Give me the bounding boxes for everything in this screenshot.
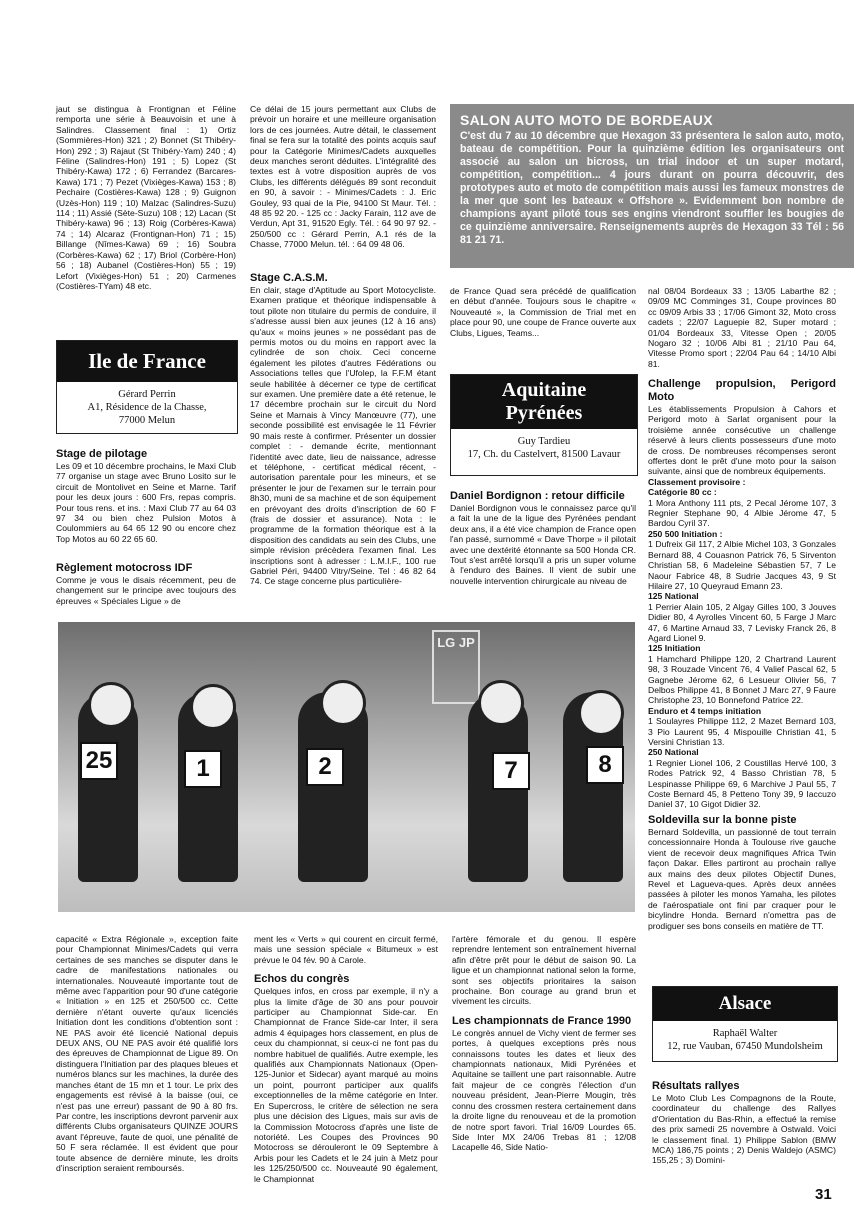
classement-category-results: 1 Regnier Lionel 106, 2 Coustillas Hervé 100, 3 Rodes Patrick 92, 4 Basso Christian 78, 5 Lespinasse Philippe 69, 6 Marchive J Paul 55, 7 Coste Bernard 45, 8 Petteno Tony 39, 9 Iaccuzo Daniel 37, 10 Gigot Didier 32. — [648, 757, 836, 810]
bordignon-article: Daniel Bordignon : retour difficile Daniel Bordignon vous le connaissez parce qu'il a fait la une de la ligue des Pyrénées pendant deux ans, il a été vice champion de France open l'an passé, surnommé « Dave Thorpe » il pilotait avec une dextérité étonnante sa 500 Honda CR. Tout s'est arrêté lorsqu'il a pris un super volume à l'enduro des Baines. Il vient de subir une nouvelle intervention chirurgicale au niveau de — [450, 490, 636, 586]
race-number-plate: 8 — [586, 746, 624, 784]
classement-category-results: 1 Hamchard Philippe 120, 2 Chartrand Laurent 98, 3 Rouzade Vincent 76, 4 Valief Pascal 62, 5 Gagnebe Jérome 62, 6 Lesueur Olivier 56, 7 Delbos Philippe 41, 8 Bonnet J Marc 27, 9 Faure Christophe 23, 10 Bonnefond Patrice 22. — [648, 653, 836, 706]
rider-helmet — [190, 684, 236, 730]
col2-bottom-text: ment les « Verts » qui courent en circuit fermé, mais une session spéciale « Bitumeux » est prévue le 04 fév. 90 à Carole. Echos du congrès Quelques infos, en cross par exemple, il n'y a plus la limite d'âge de 30 ans pour pouvoir participer au Championnat Side-car. En Championnat de France Side-car Inter, il sera admis 4 équipages hors classement, en plus de ceux du championnat, si ceux-ci ne font pas du nombre habituel de qualifiés. Autre exemple, les qualifiés aux Championnats Nationaux (Open-125-Junior et Sidecar) ayant marqué au moins un point, pourront participer aux qualifs exceptionnelles de la même catégorie en Inter. En Supercross, le critère de sélection ne sera plus une décision des Ligues, mais sur avis de la Commission Motocross d'après une liste de notoriété. Les Coupes des Provinces 90 Motocross se dérouleront le 09 Septembre à Arbis pour les Cadets et le 24 juin à Metz pour les 125/250/500 cc. Nouveauté 90 également, le Championnat — [254, 934, 438, 1184]
challenge-heading: Challenge propulsion, Perigord Moto — [648, 378, 836, 403]
col4-top-text: nal 08/04 Bordeaux 33 ; 13/05 Labarthe 82 ; 09/09 MC Comminges 31, Coupe provinces 80 cc 09/09 Arbis 33 ; 17/06 Gimont 32, Moto cross cadets ; 22/07 Laguepie 82, Super motard ; 01/04 Bordeaux 33, Vitesse Open ; 20/05 Nogaro 32 ; 10/06 Albi 81 ; 21/10 Pau 64, Vitesse Promo sport ; 22/04 Pau 64 ; 14/10 Albi 81. — [648, 286, 836, 369]
page-number: 31 — [815, 1186, 832, 1203]
stage-pilotage-heading: Stage de pilotage — [56, 448, 148, 460]
classement-category-heading: Enduro et 4 temps initiation — [648, 705, 762, 716]
reglement-article: Règlement motocross IDF Comme je vous le disais récemment, peu de changement sur le principe avec toujours des épreuves « Spéciales Ligue » de — [56, 562, 236, 606]
rider-helmet — [320, 680, 366, 726]
rider-helmet — [478, 680, 524, 726]
classement-category-heading: 125 Initiation — [648, 643, 701, 654]
classement-category-heading: 250 National — [648, 747, 699, 758]
rider-helmet — [88, 682, 134, 728]
salon-title: SALON AUTO MOTO DE BORDEAUX — [460, 112, 713, 128]
motocross-photo — [58, 622, 635, 912]
aquitaine-address: Guy Tardieu 17, Ch. du Castelvert, 81500 Lavaur — [467, 436, 621, 460]
salon-text: C'est du 7 au 10 décembre que Hexagon 33 présentera le salon auto, moto, bateau de compétition. Pour la quinzième édition les organisateurs ont associé au salon un bicross, un trial indoor et un super motard, compétition, compétition... 4 jours durant on pourra découvrir, des prototypes auto et moto de compétition mais aussi les fameux monstres de la mer que sont les bateaux « Offshore ». Evidemment bon nombre de champions ayant piloté tous ses engins viendront souffler les bougies de ce quinzième anniversaire. Renseignements auprès de Hexagon 33 Tél : 56 81 21 71. — [460, 130, 844, 246]
classement-category-results: 1 Perrier Alain 105, 2 Algay Gilles 100, 3 Jouves Didier 80, 4 Ayrolles Vincent 60, 5 Farge J Marc 47, 6 Martine Arnaud 33, 7 Levisky Franck 26, 8 Agard Lionel 9. — [648, 601, 836, 643]
challenge-article: Challenge propulsion, Perigord Moto Les établissements Propulsion à Cahors et Perigord moto à Sarlat organisent pour la troisième année consécutive un challenge réservé à leurs clients possesseurs d'une moto de cross. De nombreuses récompenses seront offertes dont le prêt d'une moto pour la saison suivante, ainsi que de nombreux équipements. Classement provisoire : Catégorie 80 cc : 1 Mora Anthony 111 pts, 2 Pecal Jérome 107, 3 Regnier Stephane 90, 4 Albie Jérome 47, 5 Bardou Cyril 37. 250 500 Initiation : 1 Dufreix Gil 117, 2 Albie Michel 103, 3 Gonzales Bernard 88, 4 Couasnon Patrick 76, 5 Sirventon Christian 58, 6 Madeleine Sébastien 57, 7 Le Naour Fabrice 48, 8 Sudrie Jacques 43, 9 St Hilaire 27, 10 Queyraud Emann 23. 125 National 1 Perrier Alain 105, 2 Algay Gilles 100, 3 Jouves Didier 80, 4 Ayrolles Vincent 60, 5 Farge J Marc 47, 6 Martine Arnaud 33, 7 Levisky Franck 26, 8 Agard Lionel 9. 125 Initiation 1 Hamchard Philippe 120, 2 Chartrand Laurent 98, 3 Rouzade Vincent 76, 4 Valief Pascal 62, 5 Gagnebe Jérome 62, 6 Lesueur Olivier 56, 7 Delbos Philippe 41, 8 Bonnet J Marc 27, 9 Faure Christophe 23, 10 Bonnefond Patrice 22. Enduro et 4 temps initiation 1 Soulayres Philippe 112, 2 Mazet Bernard 103, 3 Pio Laurent 95, 4 Mispouille Christian 41, 5 Versini Christian 13. 250 National 1 Regnier Lionel 106, 2 Coustillas Hervé 100, 3 Rodes Patrick 92, 4 Basso Christian 78, 5 Lespinasse Philippe 69, 6 Marchive J Paul 55, 7 Coste Bernard 45, 8 Petteno Tony 39, 9 Iaccuzo Daniel 37, 10 Gigot Didier 32. — [648, 378, 836, 810]
classement-category-results: 1 Soulayres Philippe 112, 2 Mazet Bernard 103, 3 Pio Laurent 95, 4 Mispouille Christian 41, 5 Versini Christian 13. — [648, 716, 836, 747]
soldevilla-heading: Soldevilla sur la bonne piste — [648, 814, 797, 826]
photographer-logo: LG JP — [432, 630, 480, 704]
col1-bottom-text: capacité « Extra Régionale », exception faite pour Championnat Minimes/Cadets qui verra certaines de ses manches se disputer dans le cadre de manifestations nationales ou internationales. Nouveauté importante tout de même avec l'apparition pour 90 d'une catégorie « Initiation » en 125 et 250/500 cc. Cette dernière n'étant ouverte qu'aux licenciés Initiation dont les conditions d'obtention sont : NE PAS avoir été licencié National depuis DEUX ANS, OU NE PAS avoir été qualifié lors des épreuves de Championnat de Ligue 89. On distinguera l'Initiation par des plaques bleues et numéros blancs sur les machines, la durée des manches étant de 15 mn et 1 tour. Le prix des engagements est révisé à la baisse (oui, ce n'est pas une erreur) passant de 90 à 80 frs. Par contre, les inscriptions devront parvenir aux différents Clubs organisateurs QUINZE JOURS avant l'épreuve, faute de quoi, une pénalité de 50 F sera réclamée. Il est évident que pour toute absence de dernière minute, les droits d'inscription seraient remboursés. — [56, 934, 238, 1173]
soldevilla-article: Soldevilla sur la bonne piste Bernard Soldevilla, un passionné de tout terrain concessionnaire Honda à Toulouse rive gauche vient de recevoir deux magnifiques Africa Twin façon Dakar. Elles partiront au prochain rallye aux mains des deux pilotes Objectif Dunes, Revel et Lagueva-ques. Après deux années passées à piloter les monos Yamaha, les pilotes de l'aérospatiale ont fini par craquer pour le bicylindre Honda. Bernard n'omettra pas de prodiguer ses bons conseils en matière de TT. — [648, 814, 836, 931]
salon-auto-moto-box — [450, 104, 854, 268]
classement-category-heading: 125 National — [648, 591, 699, 602]
alsace-address: Raphaël Walter 12, rue Vauban, 67450 Mundolsheim — [667, 1028, 823, 1052]
col2-top-text: Ce délai de 15 jours permettant aux Clubs de prévoir un horaire et une meilleure organisation lors de ces journées. Autre détail, le classement final se fera sur la totalité des points acquis sauf pour la Catégorie Minimes/Cadets auxquelles deux manches seront déduites. L'intégralité des textes est à votre disposition auprès de vos Clubs, les différents délégués 89 sont reconduit en 90, à savoir : - Minimes/Cadets : J. Eric Gouley, 93 quai de la Pie, 94100 St Maur. Tél. : 48 85 92 20. - 125 cc : Jacky Farain, 112 ave de Verdun, Apt 31, 91520 Egly. Tél. : 64 90 97 92. - 250/500 cc : Gérard Perrin, A.1 rés de la Chasse, 77000 Melun. tél. : 64 09 48 06. — [250, 104, 436, 250]
classement-list — [648, 477, 836, 810]
casm-article: Stage C.A.S.M. En clair, stage d'Aptitude au Sport Motocycliste. Examen pratique et théorique indispensable à tout pilote non titulaire du permis de conduire, il s'adresse aussi bien aux jeunes (12 à 16 ans) qu'aux « moins jeunes » ne possédant pas de permis motos ou du moins en rapport avec la cylindrée de son choix. Ceci concerne également les pilotes d'autres Fédérations ou Associations telles que l'Ufolep, la F.F.M étant seule habilitée à décerner ce type de certificat sur examen. Une première date a été retenue, le 17 décembre prochain sur le circuit du Nord Seine et Marnais à Vincy Manœuvre (77), une seconde possibilité est envisagée le 11 Février 90 mais reste à confirmer. Présenter un dossier complet : - demande écrite, mentionnant l'identité avec date, lieu de naissance, adresse et téléphone, - certificat médical récent, - autorisation parentale pour les mineurs, et se présenter le jour de l'examen sur le terrain pour 8h30, muni de sa machine et de son équipement en prévoyant des droits d'inscription de 60 F (frais de dossier et assurance). Nota : le programme de la formation théorique est à la disposition des candidats au sein des Clubs, une simple révision précèdera l'examen final. Les inscriptions sont à adresser : L.M.I.F., 100 rue Gabriel Péri, 94400 Vitry/Seine. Tel : 46 82 64 74. Ce stage concerne plus particulière- — [250, 272, 436, 587]
race-number-plate: 2 — [306, 748, 344, 786]
championnats-heading: Les championnats de France 1990 — [452, 1014, 632, 1027]
aquitaine-title: Aquitaine Pyrénées — [451, 375, 637, 429]
echos-heading: Echos du congrès — [254, 973, 350, 986]
aquitaine-box — [450, 374, 638, 476]
rallyes-heading: Résultats rallyes — [652, 1080, 740, 1092]
casm-heading: Stage C.A.S.M. — [250, 272, 328, 284]
classement-category-heading: Catégorie 80 cc : — [648, 487, 717, 498]
alsace-box — [652, 986, 838, 1062]
race-number-plate: 1 — [184, 750, 222, 788]
col3-bottom-text: l'artère fémorale et du genou. Il espère reprendre lentement son entraînement hivernal afin d'être prêt pour le début de saison 90. La ligue et un championnat national selon la forme, sont ses objectifs prioritaires la saison prochaine. Bon courage au grand brun et vivement les circuits. Les championnats de France 1990 Le congrès annuel de Vichy vient de fermer ses portes, à quelques exceptions près nous connaissons toutes les dates et lieux des championnats nationaux, Midi Pyrénées et Aquitaine se taillent une part raisonnable. Autre fait majeur de ce congrès l'élection d'un nouveau président, Jean-Pierre Mougin, très connu des crossmen restera certainement dans la droite ligne du renouveau et de la promotion de notre sport favori. Trial 16/09 Lourdes 65. Side Inter MX 24/06 Trebas 81 ; 12/08 Lacapelle 46, Side Natio- — [452, 934, 636, 1153]
classement-category-results: 1 Mora Anthony 111 pts, 2 Pecal Jérome 107, 3 Regnier Stephane 90, 4 Albie Jérome 47, 5 Bardou Cyril 37. — [648, 497, 836, 529]
rallyes-article: Résultats rallyes Le Moto Club Les Compagnons de la Route, coordinateur du challenge des Rallyes d'Orientation du Bas-Rhin, a effectué la remise des prix samedi 25 novembre à Ostwald. Voici le classement final. 1) Philippe Sablon (BMW MCA) 186,75 points ; 2) Denis Waldejo (ASMC) 155,25 ; 3) Domini- — [652, 1080, 836, 1166]
col3-top-text: de France Quad sera précédé de qualification en début d'année. Toujours sous le chapitre « Nouveauté », la Commission de Trial met en place pour 90, une coupe de France ouverte aux Clubs, Ligues, Teams... — [450, 286, 636, 338]
classement-category-heading: 250 500 Initiation : — [648, 528, 723, 539]
alsace-title: Alsace — [653, 987, 837, 1021]
bordignon-heading: Daniel Bordignon : retour difficile — [450, 490, 625, 502]
classement-category-results: 1 Dufreix Gil 117, 2 Albie Michel 103, 3 Gonzales Bernard 88, 4 Couasnon Patrick 76, 5 Sirventon Christian 58, 6 Madeleine Sébastien 57, 7 Le Naour Fabrice 48, 8 Sudrie Jacques 43, 9 St Hilaire 27, 10 Queyraud Emann 23. — [648, 539, 836, 591]
col1-top-text: jaut se distingua à Frontignan et Féline remporta une série à Beauvoisin et une à Salindres. Classement final : 1) Ortiz (Sommières-Hon) 321 ; 2) Bonnet (St Thibéry-Hon) 292 ; 3) Rajaut (St Thibéry-Yam) 240 ; 4) Féline (Salindres-Hon) 191 ; 5) Lopez (St Thibéry-Kawa) 172 ; 6) Ferrandez (Barcares-Kawa) 171 ; 7) Pezet (Vixièges-Kawa) 153 ; 8) Pechaire (Costières-Kawa) 128 ; 9) Guignon (Uzès-Hon) 119 ; 10) Malzac (Salindres-Suzu) 114 ; 11) Assié (Sète-Suzu) 108 ; 12) Lacan (St Thibéry-kawa) 96 ; 13) Roig (Corbères-Kawa) 74 ; 14) Alcaraz (Frontignan-Hon) 71 ; 15) Billange (Nîmes-Kawa) 69 ; 16) Soubra (Corbères-Kawa) 62 ; 17) Briol (Corbère-Hon) 56 ; 18) Aubanel (Costières-Hon) 55 ; 19) Lefort (Vixièges-Hon) 51 ; 20) Carmenes (Costières-TYam) 48 etc. — [56, 104, 236, 291]
race-number-plate: 7 — [492, 752, 530, 790]
ile-de-france-address: Gérard Perrin A1, Résidence de la Chasse, 77000 Melun — [87, 389, 207, 426]
reglement-heading: Règlement motocross IDF — [56, 562, 193, 574]
ile-de-france-title: Ile de France — [57, 341, 237, 382]
race-number-plate: 25 — [80, 742, 118, 780]
stage-pilotage-article: Stage de pilotage Les 09 et 10 décembre prochains, le Maxi Club 77 organise un stage avec Bruno Losito sur le circuit de Montolivet en Seine et Marne. Tarif pour les deux jours : 600 Frs, repas compris. Pour tous rens. et ins. : Maxi Club 77 au 64 03 97 34 ou bien chez Pulsion Motos à Coulommiers au 64 65 12 90 ou encore chez Top Motos au 60 22 65 60. — [56, 448, 236, 544]
rider-helmet — [578, 690, 624, 736]
classement-category-heading: Classement provisoire : — [648, 476, 746, 487]
ile-de-france-box — [56, 340, 238, 434]
